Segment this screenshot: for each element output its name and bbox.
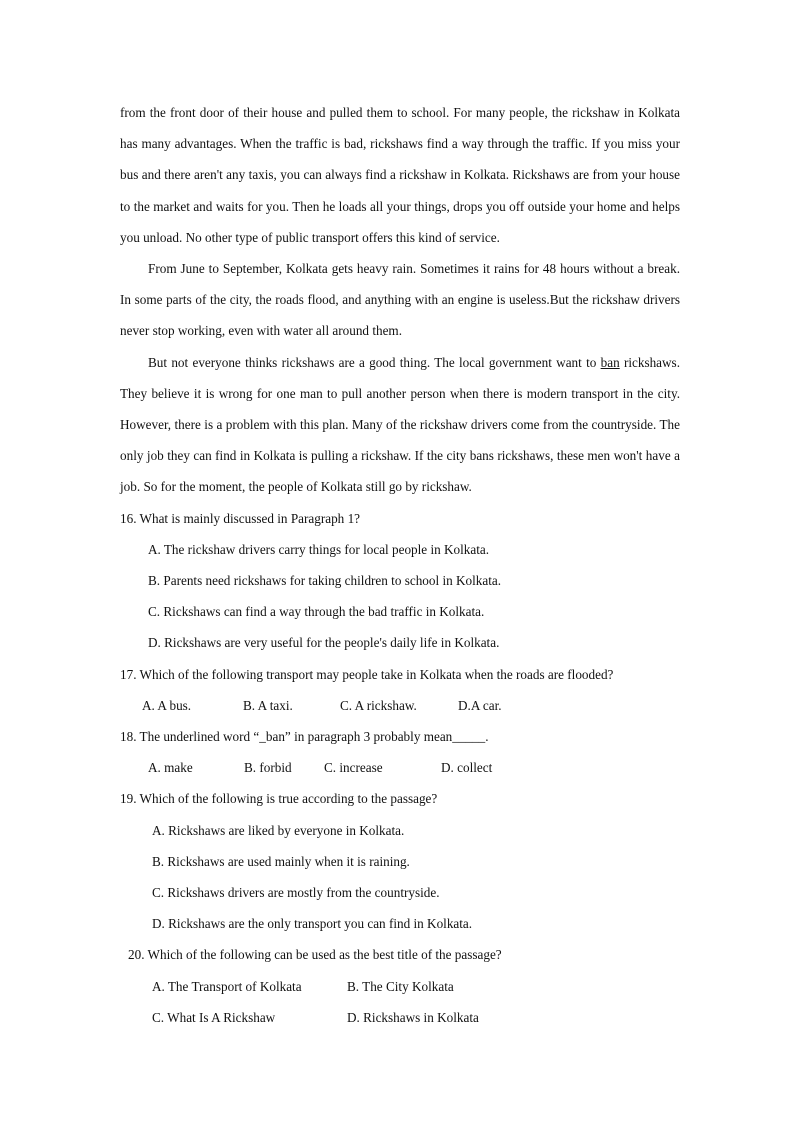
- paragraph-3-rest: rickshaws. They believe it is wrong for one man to pull another person when there is modern transport in the city. However, there is a problem with this plan. Many of the rickshaw drivers come from the countryside. The only job they can find in Kolkata is pulling a rickshaw. If the city bans rickshaws, these men won't have a job. So for the moment, the people of Kolkata still go by rickshaw.: [120, 354, 680, 495]
- question-16-option-d: D. Rickshaws are very useful for the people's daily life in Kolkata.: [148, 635, 500, 651]
- question-20-options-row-1: [120, 971, 680, 1002]
- question-16-option-b: B. Parents need rickshaws for taking children to school in Kolkata.: [148, 573, 502, 589]
- question-19-option-c: C. Rickshaws drivers are mostly from the countryside.: [152, 885, 440, 901]
- passage-paragraph-2: From June to September, Kolkata gets heavy rain. Sometimes it rains for 48 hours without a break. In some parts of the city, the roads flood, and anything with an engine is useless.But the rickshaw drivers never stop working, even with water all around them.: [120, 261, 680, 339]
- question-19-option-d: D. Rickshaws are the only transport you can find in Kolkata.: [152, 916, 473, 932]
- question-18-stem: 18. The underlined word “_ban” in paragraph 3 probably mean_____.: [120, 729, 489, 745]
- question-18-options: [120, 752, 680, 783]
- question-16-option-a: A. The rickshaw drivers carry things for local people in Kolkata.: [148, 541, 490, 557]
- question-18-option-c: C. increase: [324, 760, 383, 776]
- question-19-stem: 19. Which of the following is true according to the passage?: [120, 791, 438, 807]
- passage-paragraph-1: from the front door of their house and pulled them to school. For many people, the rickshaw in Kolkata has many advantages. When the traffic is bad, rickshaws find a way through the traffic. If you miss your bus and there aren't any taxis, you can always find a rickshaw in Kolkata. Rickshaws are from your house to the market and waits for you. Then he loads all your things, drops you off outside your home and helps you unload. No other type of public transport offers this kind of service.: [120, 105, 680, 245]
- question-20-option-b: B. The City Kolkata: [347, 978, 454, 994]
- question-18-option-b: B. forbid: [244, 760, 292, 776]
- document-page: [120, 0, 680, 1033]
- question-17-stem: 17. Which of the following transport may people take in Kolkata when the roads are flooded?: [120, 666, 614, 682]
- question-16-stem: 16. What is mainly discussed in Paragraph 1?: [120, 510, 361, 526]
- question-20-option-a: A. The Transport of Kolkata: [152, 978, 302, 994]
- question-17-options: [120, 690, 680, 721]
- question-20-stem: 20. Which of the following can be used as the best title of the passage?: [128, 947, 502, 963]
- question-19-option-b: B. Rickshaws are used mainly when it is raining.: [152, 853, 410, 869]
- paragraph-3-start: But not everyone thinks rickshaws are a good thing. The local government want to: [148, 354, 601, 370]
- underlined-word-ban: ban: [600, 354, 620, 370]
- passage-paragraph-3: [120, 347, 680, 503]
- question-20-option-d: D. Rickshaws in Kolkata: [347, 1009, 479, 1025]
- question-20-options-row-2: [120, 1002, 680, 1033]
- question-20-option-c: C. What Is A Rickshaw: [152, 1009, 276, 1025]
- question-18-option-d: D. collect: [441, 760, 493, 776]
- question-19-option-a: A. Rickshaws are liked by everyone in Kolkata.: [152, 822, 405, 838]
- question-16-option-c: C. Rickshaws can find a way through the bad traffic in Kolkata.: [148, 604, 485, 620]
- question-17-option-b: B. A taxi.: [243, 697, 293, 713]
- question-17-option-c: C. A rickshaw.: [340, 697, 417, 713]
- question-17-option-a: A. A bus.: [142, 697, 192, 713]
- question-18-option-a: A. make: [148, 760, 193, 776]
- question-17-option-d: D.A car.: [458, 697, 502, 713]
